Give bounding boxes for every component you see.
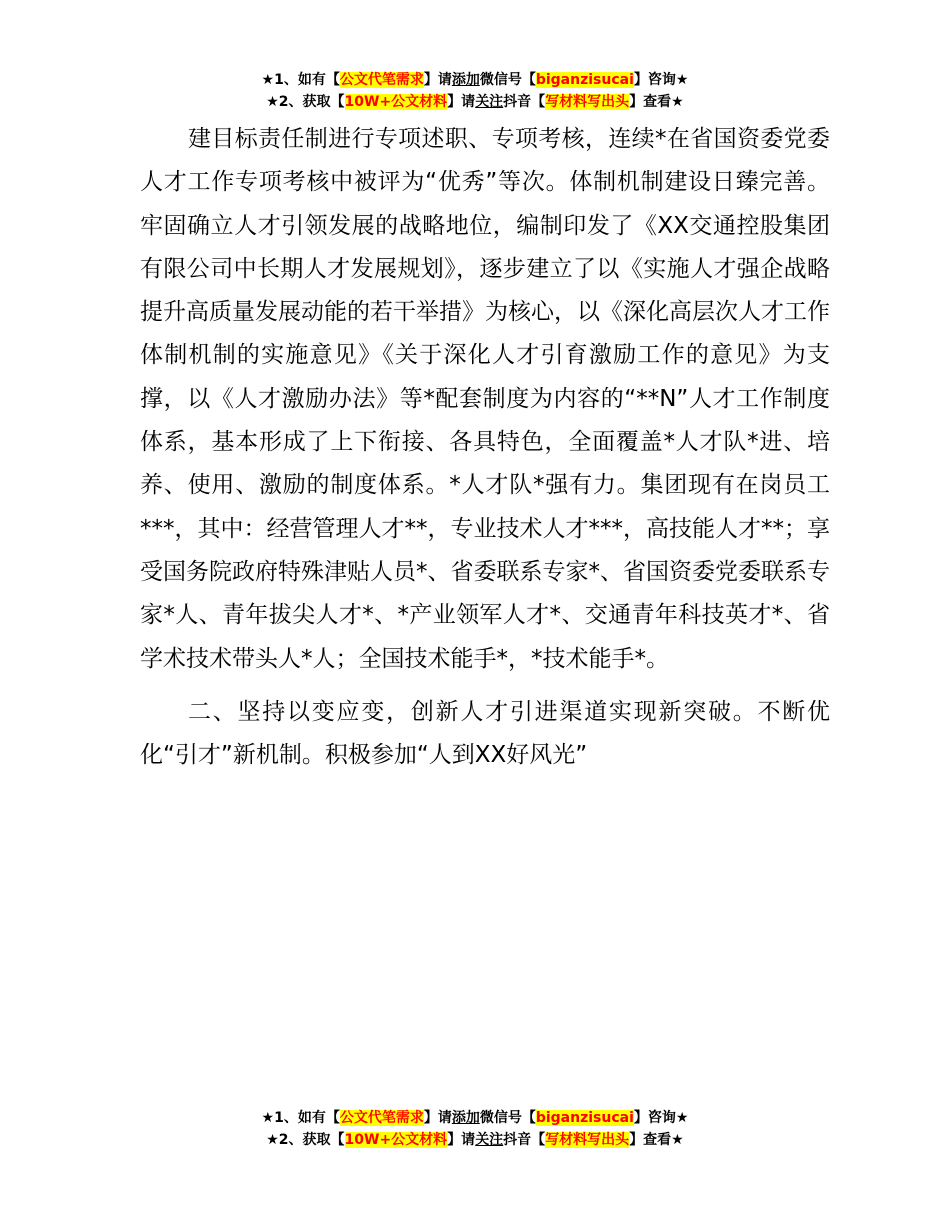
banner-text: 微信号【: [479, 1110, 536, 1126]
banner-highlight: 写材料写出头: [545, 94, 630, 110]
banner-text: 】请: [423, 72, 452, 88]
banner-text: 】请: [447, 1132, 476, 1148]
banner-text: 抖音【: [503, 1132, 546, 1148]
banner-text: 】查看★: [629, 94, 684, 110]
banner-line-1: [0, 69, 950, 91]
banner-text: 】咨询★: [633, 1110, 689, 1126]
banner-text: ★2、获取【: [266, 94, 345, 110]
banner-line-2: [0, 1129, 950, 1151]
header-banner: [0, 69, 950, 113]
banner-highlight: biganzisucai: [535, 72, 634, 88]
body-paragraph: 二、坚持以变应变，创新人才引进渠道实现新突破。不断优化“引才”新机制。积极参加“人到XX好风光”: [140, 698, 830, 769]
banner-text: ★1、如有【: [261, 72, 340, 88]
banner-text: 】咨询★: [633, 72, 689, 88]
banner-text: 】请: [423, 1110, 452, 1126]
banner-highlight: biganzisucai: [535, 1110, 634, 1126]
banner-text: ★1、如有【: [261, 1110, 340, 1126]
banner-underlined-text: 关注: [475, 1132, 504, 1148]
banner-highlight: 10W+公文材料: [344, 94, 448, 110]
banner-highlight: 公文代笔需求: [339, 72, 424, 88]
banner-underlined-text: 添加: [451, 72, 480, 88]
footer-banner: [0, 1107, 950, 1151]
document-body: [140, 118, 830, 777]
body-paragraph: 建目标责任制进行专项述职、专项考核，连续*在省国资委党委人才工作专项考核中被评为“优秀”等次。体制机制建设日臻完善。牢固确立人才引领发展的战略地位，编制印发了《XX交通控股集团有限公司中长期人才发展规划》，逐步建立了以《实施人才强企战略提升高质量发展动能的若干举措》为核心，以《深化高层次人才工作体制机制的实施意见》《关于深化人才引育激励工作的意见》为支撑，以《人才激励办法》等*配套制度为内容的“**N”人才工作制度体系，基本形成了上下衔接、各具特色，全面覆盖*人才队*进、培养、使用、激励的制度体系。*人才队*强有力。集团现有在岗员工***，其中：经营管理人才**，专业技术人才***，高技能人才**；享受国务院政府特殊津贴人员*、省委联系专家*、省国资委党委联系专家*人、青年拔尖人才*、*产业领军人才*、交通青年科技英才*、省学术技术带头人*人；全国技术能手*，*技术能手*。: [140, 126, 830, 672]
banner-text: 微信号【: [479, 72, 536, 88]
banner-text: 抖音【: [503, 94, 546, 110]
banner-highlight: 写材料写出头: [545, 1132, 630, 1148]
banner-underlined-text: 关注: [475, 94, 504, 110]
banner-text: 】请: [447, 94, 476, 110]
banner-highlight: 10W+公文材料: [344, 1132, 448, 1148]
banner-text: 】查看★: [629, 1132, 684, 1148]
banner-line-2: [0, 91, 950, 113]
banner-highlight: 公文代笔需求: [339, 1110, 424, 1126]
banner-underlined-text: 添加: [451, 1110, 480, 1126]
banner-line-1: [0, 1107, 950, 1129]
banner-text: ★2、获取【: [266, 1132, 345, 1148]
